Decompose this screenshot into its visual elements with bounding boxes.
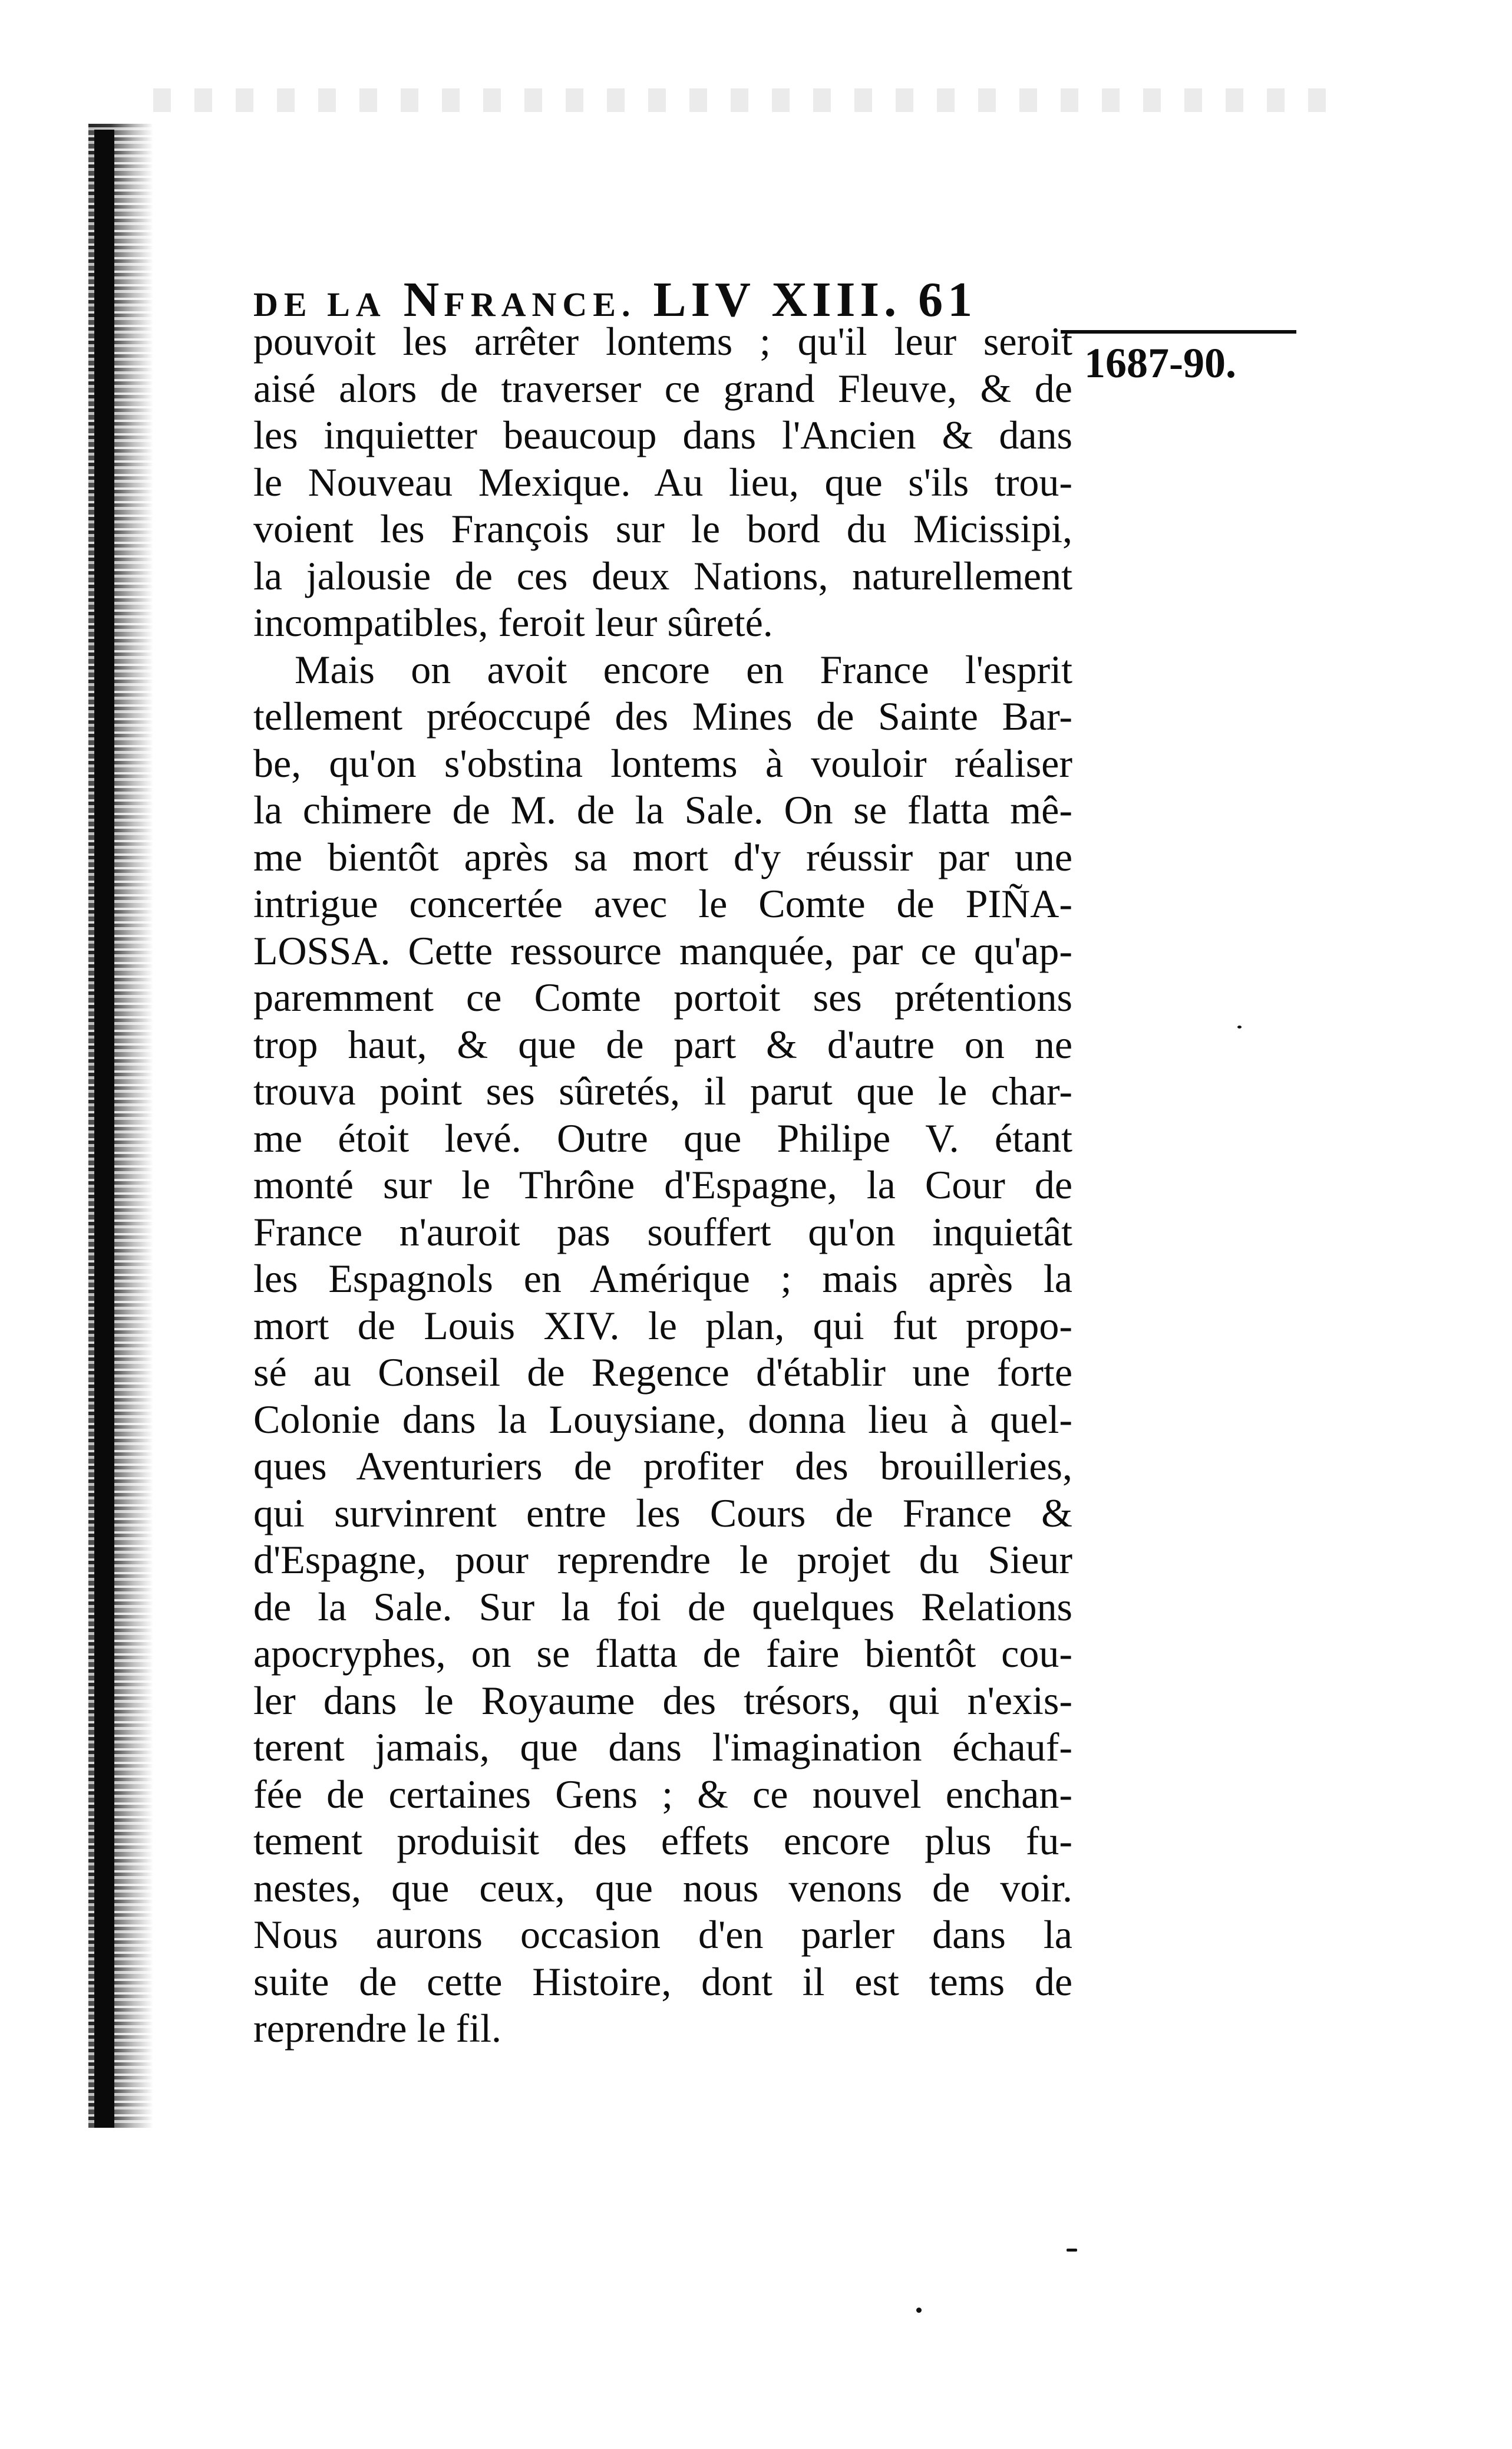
text-line: suite de cette Histoire, dont il est tems de [253, 1959, 1072, 2004]
margin-rule [1061, 330, 1296, 334]
text-line: LOSSA. Cette ressource manquée, par ce qu'ap- [253, 928, 1072, 973]
text-line: la jalousie de ces deux Nations, naturellement [253, 553, 1072, 598]
text-line: Colonie dans la Louysiane, donna lieu à quel- [253, 1396, 1072, 1442]
text-line: trouva point ses sûretés, il parut que le char- [253, 1069, 1072, 1113]
text-line: paremment ce Comte portoit ses prétentions [253, 975, 1072, 1020]
text-line: le Nouveau Mexique. Au lieu, que s'ils trou- [253, 459, 1072, 505]
text-line: mort de Louis XIV. le plan, qui fut propo- [253, 1303, 1072, 1348]
body-text [253, 318, 1072, 2052]
text-line: voient les François sur le bord du Micissipi, [253, 506, 1072, 551]
binding-gutter-bar [94, 130, 114, 2128]
text-line: reprendre le fil. [253, 2006, 501, 2051]
text-line: ler dans le Royaume des trésors, qui n'exis- [253, 1677, 1072, 1723]
text-line: intrigue concertée avec le Comte de PIÑA- [253, 881, 1072, 926]
running-head-book: LIV XIII. [653, 272, 902, 327]
text-line: qui survinrent entre les Cours de France & [253, 1490, 1072, 1535]
running-head-de-la: DE LA [253, 285, 387, 324]
text-line: de la Sale. Sur la foi de quelques Relations [253, 1584, 1072, 1629]
text-line: France n'auroit pas souffert qu'on inquietât [253, 1209, 1072, 1254]
ink-speck [916, 2308, 922, 2313]
text-line: aisé alors de traverser ce grand Fleuve, & de [253, 365, 1072, 411]
text-line: d'Espagne, pour reprendre le projet du Sieur [253, 1537, 1072, 1582]
text-line: les Espagnols en Amérique ; mais après la [253, 1256, 1072, 1301]
text-line: la chimere de M. de la Sale. On se flatta mê- [253, 787, 1072, 832]
text-line: trop haut, & que de part & d'autre on ne [253, 1021, 1072, 1067]
text-line: les inquietter beaucoup dans l'Ancien & dans [253, 413, 1072, 457]
text-line: ques Aventuriers de profiter des brouilleries, [253, 1443, 1072, 1488]
text-line: me bientôt après sa mort d'y réussir par une [253, 834, 1072, 879]
text-line: Nous aurons occasion d'en parler dans la [253, 1912, 1072, 1957]
text-line: me étoit levé. Outre que Philipe V. étant [253, 1115, 1072, 1161]
ink-speck [1067, 2249, 1077, 2252]
text-line: be, qu'on s'obstina lontems à vouloir réaliser [253, 740, 1072, 786]
text-line: incompatibles, feroit leur sûreté. [253, 600, 773, 645]
text-line: pouvoit les arrêter lontems ; qu'il leur seroit [253, 319, 1072, 364]
text-line: sé au Conseil de Regence d'établir une forte [253, 1350, 1072, 1395]
ink-speck [1237, 1026, 1242, 1029]
text-line: nestes, que ceux, que nous venons de voir. [253, 1865, 1072, 1910]
running-head-n: N [403, 272, 444, 327]
text-line: tellement préoccupé des Mines de Sainte Bar- [253, 694, 1072, 739]
top-edge-smudge [153, 88, 1332, 112]
running-head-france: FRANCE. [444, 285, 636, 324]
page-number: 61 [918, 272, 978, 327]
margin-date: 1687-90. [1084, 340, 1236, 387]
text-line: apocryphes, on se flatta de faire bientôt cou- [253, 1631, 1072, 1676]
text-line: Mais on avoit encore en France l'esprit [295, 647, 1072, 692]
text-line: tement produisit des effets encore plus fu- [253, 1818, 1072, 1863]
text-line: monté sur le Thrône d'Espagne, la Cour de [253, 1162, 1072, 1207]
text-line: terent jamais, que dans l'imagination échauf- [253, 1725, 1072, 1769]
text-line: fée de certaines Gens ; & ce nouvel enchan- [253, 1771, 1072, 1817]
